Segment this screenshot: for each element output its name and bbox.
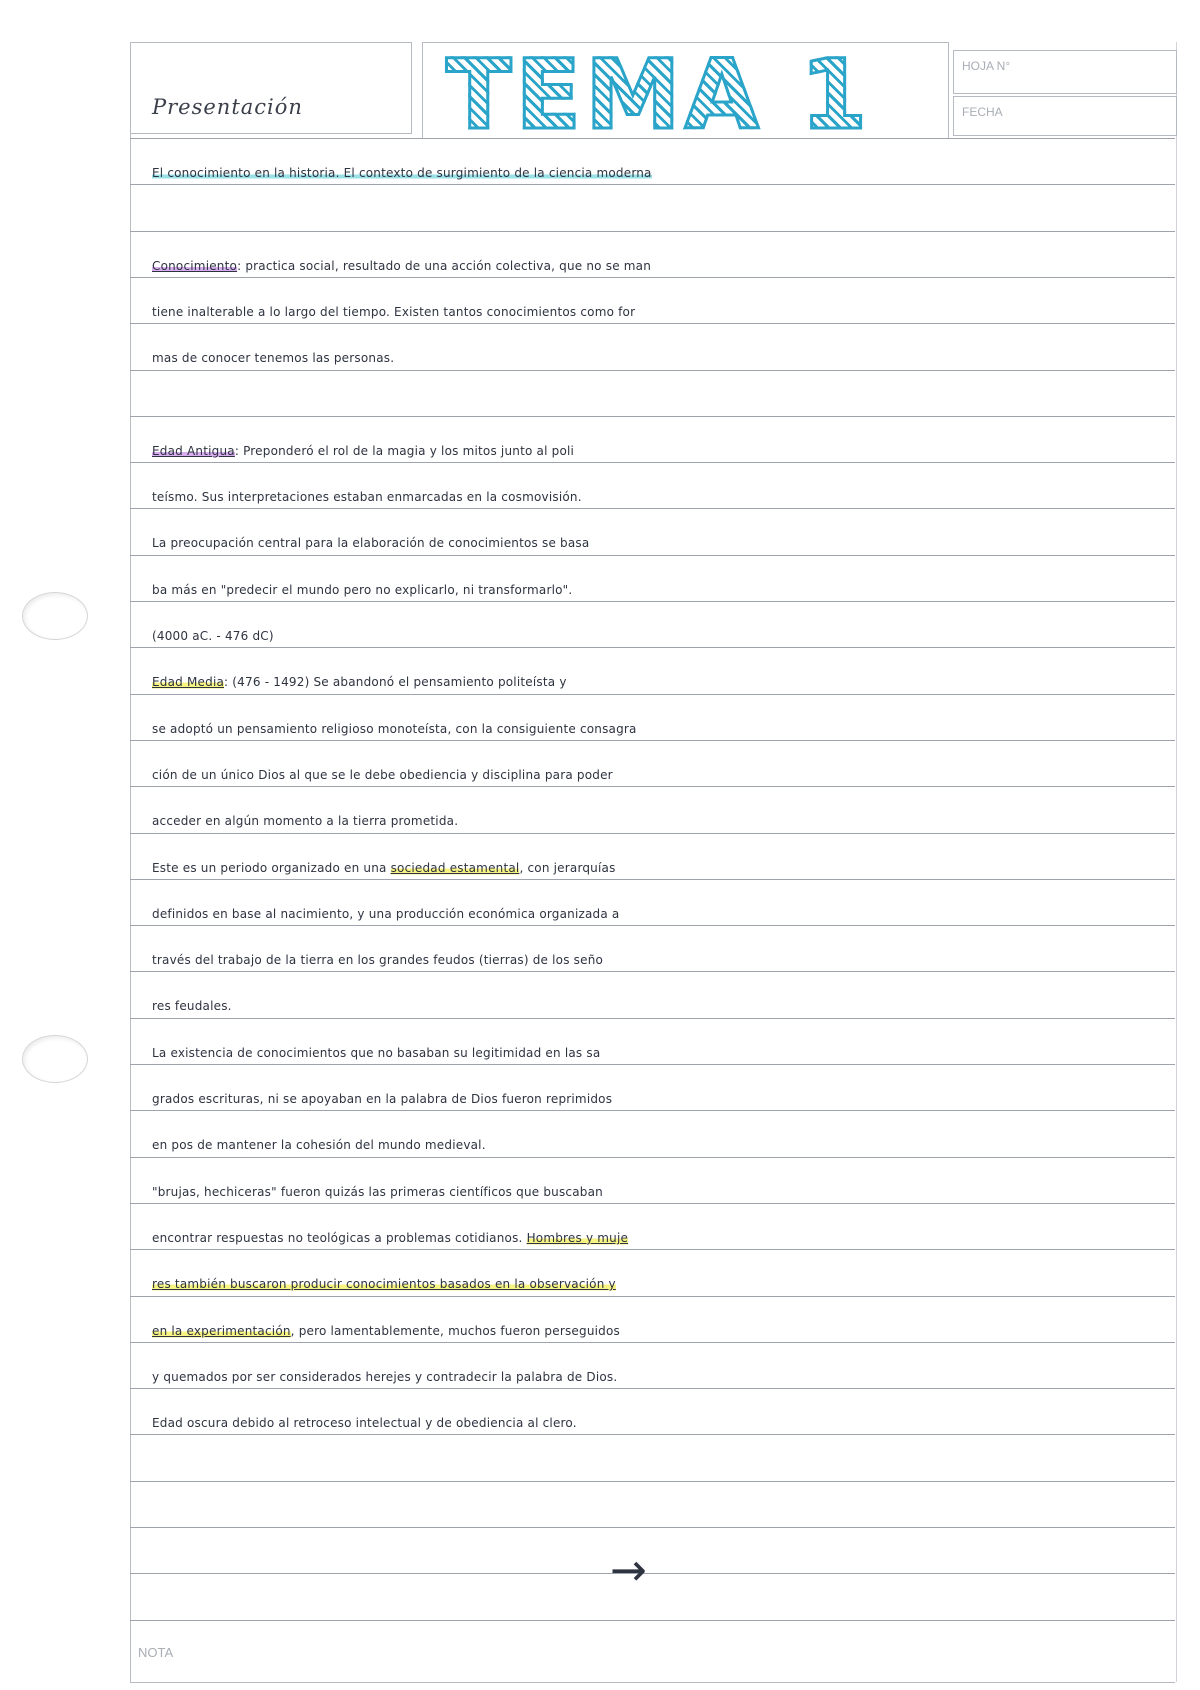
text-line [152,243,1177,289]
text-line [152,752,1177,798]
text-line [152,474,1177,520]
header-box-fecha [953,96,1177,136]
page-title: TEMA 1 [446,39,872,151]
text-segment: Edad Antigua [152,443,235,458]
text-segment: : Preponderó el rol de la magia y los mitos junto al poli [234,443,575,458]
text-line [152,613,1177,659]
ruled-line [130,1620,1175,1621]
text-line [152,1076,1177,1122]
text-line [152,706,1177,752]
text-segment: res feudales. [152,999,232,1014]
text-segment: , con jerarquías [519,860,616,875]
punch-hole-top [22,592,88,640]
text-line [152,335,1177,381]
text-segment: grados escrituras, ni se apoyaban en la palabra de Dios fueron reprimidos [152,1092,613,1106]
text-segment: "brujas, hechiceras" fueron quizás las primeras científicos que buscaban [152,1184,603,1199]
text-segment: sociedad estamental [390,860,520,875]
text-line [152,1169,1177,1215]
text-segment: encontrar respuestas no teológicas a problemas cotidianos. [152,1230,527,1245]
sheet-bottom-border [130,1682,1175,1683]
text-line [152,1215,1177,1261]
text-segment: Hombres y muje [526,1230,629,1245]
text-segment: Edad oscura debido al retroceso intelectual y de obediencia al clero. [152,1416,577,1431]
text-segment: acceder en algún momento a la tierra prometida. [152,814,459,829]
text-line [152,289,1177,335]
header-box-section [130,42,412,134]
ruled-line [130,1573,1175,1574]
text-segment: La existencia de conocimientos que no basaban su legitimidad en las sa [152,1045,601,1060]
punch-hole-bottom [22,1035,88,1083]
text-line [152,567,1177,613]
text-line [152,520,1177,566]
text-segment: , pero lamentablemente, muchos fueron perseguidos [290,1323,620,1338]
nota-label: NOTA [138,1645,174,1660]
ruled-line [130,1481,1175,1482]
text-segment: se adoptó un pensamiento religioso monoteísta, con la consiguiente consagra [152,721,637,736]
text-line [152,1261,1177,1307]
header-box-hoja [953,50,1177,94]
text-line [152,1354,1177,1400]
text-line [152,1030,1177,1076]
text-segment: y quemados por ser considerados herejes y contradecir la palabra de Dios. [152,1369,618,1384]
text-segment: través del trabajo de la tierra en los grandes feudos (tierras) de los seño [152,953,604,968]
text-line [152,1308,1177,1354]
continue-arrow: → [610,1545,647,1596]
text-line [152,196,1177,242]
text-line [152,798,1177,844]
text-line [152,1400,1177,1446]
fecha-label: FECHA [962,105,1003,119]
hoja-label: HOJA N° [962,59,1011,73]
text-line [152,937,1177,983]
text-segment: teísmo. Sus interpretaciones estaban enmarcadas en la cosmovisión. [152,490,582,505]
text-line [152,150,1177,196]
text-segment: : (476 - 1492) Se abandonó el pensamiento politeísta y [224,675,567,690]
text-segment: (4000 aC. - 476 dC) [152,629,274,643]
text-line [152,845,1177,891]
text-segment: ba más en "predecir el mundo pero no explicarlo, ni transformarlo". [152,582,573,597]
text-segment: tiene inalterable a lo largo del tiempo. Existen tantos conocimientos como for [152,304,636,319]
text-segment: El conocimiento en la historia. El contexto de surgimiento de la ciencia moderna [152,166,652,180]
ruled-line [130,138,1175,139]
text-line [152,428,1177,474]
text-segment: definidos en base al nacimiento, y una producción económica organizada a [152,906,620,921]
text-segment: en pos de mantener la cohesión del mundo medieval. [152,1138,486,1153]
text-line [152,891,1177,937]
text-segment: Este es un periodo organizado en una [152,860,391,875]
text-segment: La preocupación central para la elaboración de conocimientos se basa [152,536,590,551]
text-line [152,659,1177,705]
text-segment: ción de un único Dios al que se le debe obediencia y disciplina para poder [152,767,613,782]
text-line [152,983,1177,1029]
text-segment: Edad Media [152,675,225,690]
text-segment: Conocimiento [152,258,238,273]
text-segment: en la experimentación [152,1323,291,1338]
text-segment: : practica social, resultado de una acción colectiva, que no se man [237,258,652,273]
section-label: Presentación [152,95,303,119]
text-line [152,382,1177,428]
text-line [152,1122,1177,1168]
ruled-line [130,1527,1175,1528]
text-segment: res también buscaron producir conocimientos basados en la observación y [152,1277,616,1292]
text-segment: mas de conocer tenemos las personas. [152,351,395,366]
